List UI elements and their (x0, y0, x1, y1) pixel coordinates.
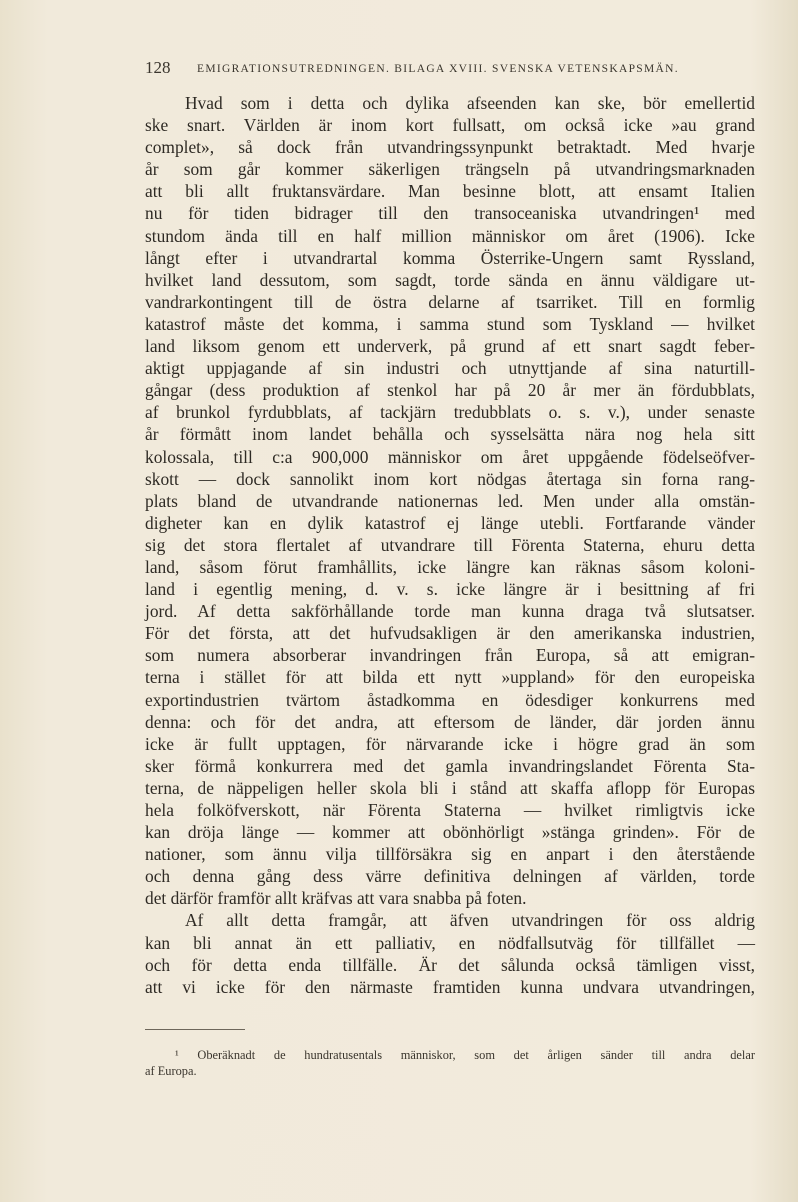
text-line: att bli allt fruktansvärdare. Man besinne blott, att ensamt Italien (145, 181, 755, 202)
text-line: nationer, som ännu vilja tillförsäkra sig en anpart i den återstående (145, 844, 755, 865)
page-header (145, 58, 755, 80)
text-line: jord. Af detta sakförhållande torde man kunna draga två slutsatser. (145, 601, 755, 622)
text-line: Hvad som i detta och dylika afseenden kan ske, bör emellertid (185, 93, 755, 113)
text-line: det därför framför allt kräfvas att vara snabba på foten. (145, 888, 527, 909)
text-line: digheter kan en dylik katastrof ej länge utebli. Fortfarande vänder (145, 512, 755, 533)
text-line: complet», så dock från utvandringssynpunkt betraktadt. Med hvarje (145, 137, 755, 158)
text-line: ske snart. Världen är inom kort fullsatt, om också icke »au grand (145, 115, 755, 136)
text-line: aktigt uppjagande af sin industri och utnyttjande af sina naturtill- (145, 358, 755, 379)
text-line: år förmått inom landet behålla och sysselsätta nära nog hela sitt (145, 424, 755, 445)
text-line: exportindustrien tvärtom åstadkomma en ödesdiger konkurrens med (145, 689, 755, 710)
text-line: vandrarkontingent till de östra delarne af tsarriket. Till en formlig (145, 291, 755, 312)
body-text (145, 92, 755, 998)
text-line: För det första, att det hufvudsakligen är den amerikanska industrien, (145, 623, 755, 644)
text-line: kolossala, till c:a 900,000 människor om året uppgående födelseöfver- (145, 446, 755, 467)
text-line: terna, de näppeligen heller skola bli i stånd att skaffa aflopp för Europas (145, 777, 755, 798)
text-line: icke är fullt upptagen, för närvarande icke i högre grad än som (145, 733, 755, 754)
text-line: sker förmå konkurrera med det gamla invandringslandet Förenta Sta- (145, 755, 755, 776)
text-line: af brunkol fyrdubblats, af tackjärn tredubblats o. s. v.), under senaste (145, 402, 755, 423)
text-line: nu för tiden bidrager till den transoceaniska utvandringen¹ med (145, 203, 755, 224)
text-line: hvilket land dessutom, som sagdt, torde sända en ännu väldigare ut- (145, 269, 755, 290)
text-line: terna i stället för att bilda ett nytt »uppland» för den europeiska (145, 667, 755, 688)
text-line: stundom ända till en half million människor om året (1906). Icke (145, 225, 755, 246)
text-line: land liksom genom ett underverk, på grund af ett snart sagdt feber- (145, 336, 755, 357)
text-line: denna: och för det andra, att eftersom de länder, där jorden ännu (145, 711, 755, 732)
text-line: plats bland de utvandrande nationernas led. Men under alla omstän- (145, 490, 755, 511)
text-line: gångar (dess produktion af stenkol har på 20 år mer än fördubblats, (145, 380, 755, 401)
text-line: kan bli annat än ett palliativ, en nödfallsutväg för tillfället — (145, 932, 755, 953)
text-line: hela folköfverskott, när Förenta Staterna — hvilket rimligtvis icke (145, 800, 755, 820)
footnote-line: af Europa. (145, 1064, 197, 1078)
text-line: land i egentlig mening, d. v. s. icke längre är i besittning af fri (145, 579, 755, 600)
text-line: och för detta enda tillfälle. Är det sålunda också tämligen visst, (145, 954, 755, 975)
footnote-line: ¹ Oberäknadt de hundratusentals människor, som det årligen sänder till andra delar (175, 1048, 755, 1062)
text-line: långt efter i utvandrartal komma Österrike-Ungern samt Ryssland, (145, 247, 755, 268)
footnote-divider (145, 1029, 245, 1030)
text-line: och denna gång dess värre definitiva delningen af världen, torde (145, 866, 755, 887)
text-line: land, såsom förut framhållits, icke längre kan räknas såsom koloni- (145, 556, 755, 577)
text-line: år som går kommer säkerligen trängseln på utvandringsmarknaden (145, 159, 755, 180)
text-line: katastrof måste det komma, i samma stund som Tyskland — hvilket (145, 313, 755, 334)
running-head: EMIGRATIONSUTREDNINGEN. BILAGA XVIII. SVENSKA VETENSKAPSMÄN. (197, 63, 679, 75)
text-line: som numera absorberar invandringen från Europa, så att emigran- (145, 645, 755, 666)
footnote (145, 1047, 755, 1079)
text-line: att vi icke för den närmaste framtiden kunna undvara utvandringen, (145, 976, 755, 997)
page-number: 128 (145, 58, 171, 77)
text-line: Af allt detta framgår, att äfven utvandringen för oss aldrig (185, 910, 755, 931)
text-line: kan dröja länge — kommer att obönhörligt »stänga grinden». För de (145, 822, 755, 843)
text-line: skott — dock sannolikt inom kort nödgas återtaga sin forna rang- (145, 468, 755, 489)
text-line: sig det stora flertalet af utvandrare till Förenta Staterna, ehuru detta (145, 534, 755, 555)
